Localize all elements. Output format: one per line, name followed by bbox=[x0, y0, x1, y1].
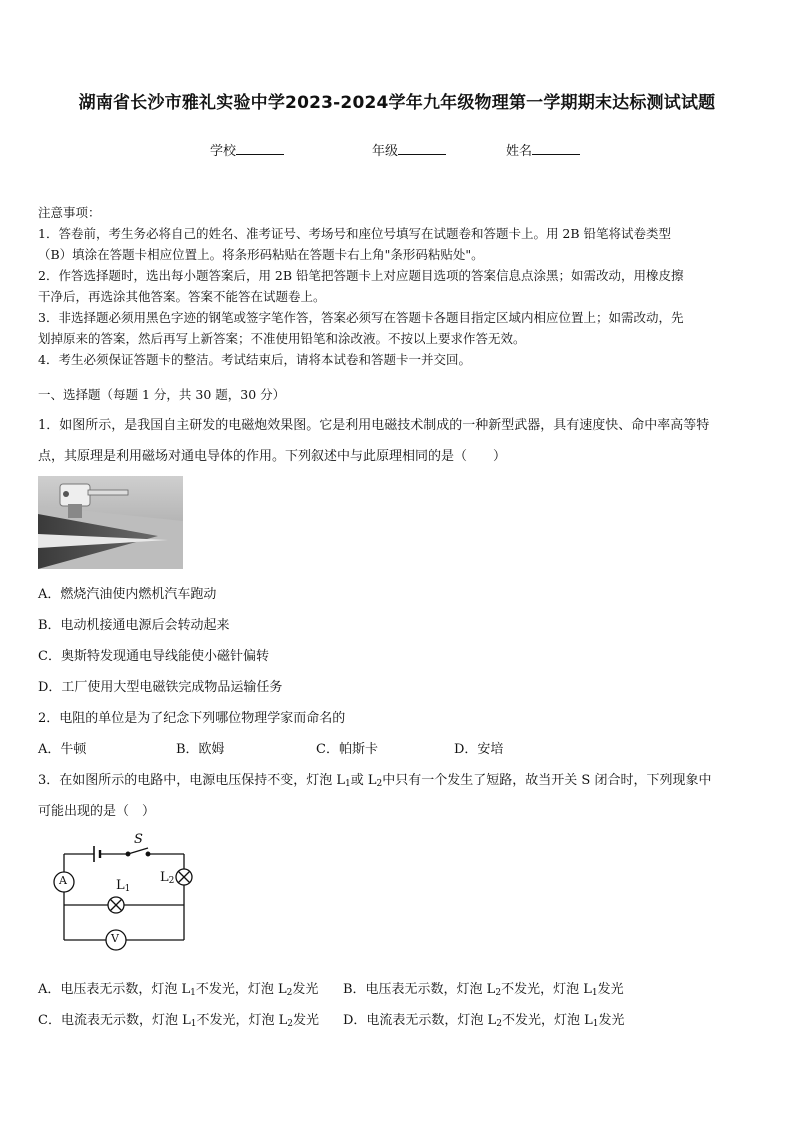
notes-line: 4．考生必须保证答题卡的整洁。考试结束后，请将本试卷和答题卡一并交回。 bbox=[38, 352, 471, 367]
q2-option-b[interactable]: B．欧姆 bbox=[176, 742, 225, 757]
q3-text: 中只有一个发生了短路，故当开关 S 闭合时，下列现象中 bbox=[382, 773, 712, 788]
q1-option-d[interactable]: D．工厂使用大型电磁铁完成物品运输任务 bbox=[38, 680, 283, 695]
switch-label: S bbox=[134, 832, 143, 847]
school-field bbox=[210, 140, 284, 159]
q3-text: 或 L bbox=[350, 773, 377, 788]
q3-option-c[interactable]: C．电流表无示数，灯泡 $L_1$不发光，灯泡 $L_2$发光 bbox=[38, 1013, 319, 1029]
exam-notes bbox=[38, 202, 758, 370]
q1-option-a[interactable]: A．燃烧汽油使内燃机汽车跑动 bbox=[38, 587, 217, 602]
grade-field bbox=[372, 140, 446, 159]
school-label: 学校 bbox=[210, 144, 237, 159]
q3-option-d[interactable]: D．电流表无示数，灯泡 $L_2$不发光，灯泡 $L_1$发光 bbox=[343, 1013, 625, 1029]
q1-option-c[interactable]: C．奥斯特发现通电导线能使小磁针偏转 bbox=[38, 649, 269, 664]
grade-label: 年级 bbox=[372, 144, 399, 159]
q3-sub: 2 bbox=[376, 779, 383, 789]
notes-line: 1．答卷前，考生务必将自己的姓名、准考证号、考场号和座位号填写在试题卷和答题卡上。用 2B 铅笔将试卷类型 bbox=[38, 226, 672, 241]
q2-option-d[interactable]: D．安培 bbox=[454, 742, 504, 757]
notes-line: 划掉原来的答案，然后再写上新答案；不准使用铅笔和涂改液。不按以上要求作答无效。 bbox=[38, 331, 526, 346]
ammeter-label: A bbox=[59, 874, 67, 887]
school-blank[interactable] bbox=[236, 142, 284, 155]
name-label: 姓名 bbox=[506, 144, 533, 159]
name-field bbox=[506, 140, 580, 159]
q3-sub: 1 bbox=[345, 779, 351, 789]
notes-line: 干净后，再选涂其他答案。答案不能答在试题卷上。 bbox=[38, 289, 326, 304]
question-3-stem bbox=[38, 769, 758, 789]
q2-option-c[interactable]: C．帕斯卡 bbox=[316, 742, 378, 757]
question-2-stem: 2．电阻的单位是为了纪念下列哪位物理学家而命名的 bbox=[38, 711, 346, 726]
q3-stem-line2: 可能出现的是（ ） bbox=[38, 804, 156, 819]
notes-line: （B）填涂在答题卡相应位置上。将条形码粘贴在答题卡右上角"条形码粘贴处"。 bbox=[38, 247, 484, 262]
q3-option-b[interactable]: B．电压表无示数，灯泡 $L_2$不发光，灯泡 $L_1$发光 bbox=[343, 982, 624, 998]
notes-heading: 注意事项： bbox=[38, 205, 101, 220]
q2-option-a[interactable]: A．牛顿 bbox=[38, 742, 87, 757]
question-1-stem bbox=[38, 410, 758, 472]
voltmeter-label: V bbox=[111, 932, 119, 945]
q3-text: 3．在如图所示的电路中，电源电压保持不变，灯泡 L bbox=[38, 773, 346, 788]
grade-blank[interactable] bbox=[398, 142, 446, 155]
lamp2-label: $L_2$ bbox=[160, 870, 175, 886]
railgun-image bbox=[38, 476, 183, 569]
q3-option-a[interactable]: A．电压表无示数，灯泡 $L_1$不发光，灯泡 $L_2$发光 bbox=[38, 982, 319, 998]
notes-line: 3．非选择题必须用黑色字迹的钢笔或签字笔作答，答案必须写在答题卡各题目指定区域内相应位置上；如需改动，先 bbox=[38, 310, 684, 325]
q1-line: 1．如图所示，是我国自主研发的电磁炮效果图。它是利用电磁技术制成的一种新型武器，具有速度快、命中率高等特 bbox=[38, 418, 710, 433]
section-heading: 一、选择题（每题 1 分，共 30 题，30 分） bbox=[38, 387, 286, 402]
circuit-diagram bbox=[48, 832, 200, 960]
lamp1-label: $L_1$ bbox=[116, 878, 131, 894]
notes-line: 2．作答选择题时，选出每小题答案后，用 2B 铅笔把答题卡上对应题目选项的答案信息点涂黑；如需改动，用橡皮擦 bbox=[38, 268, 684, 283]
q1-option-b[interactable]: B．电动机接通电源后会转动起来 bbox=[38, 618, 230, 633]
page-title: 湖南省长沙市雅礼实验中学2023-2024学年九年级物理第一学期期末达标测试试题 bbox=[78, 93, 716, 113]
name-blank[interactable] bbox=[532, 142, 580, 155]
q1-line: 点，其原理是利用磁场对通电导体的作用。下列叙述中与此原理相同的是（ ） bbox=[38, 449, 507, 464]
